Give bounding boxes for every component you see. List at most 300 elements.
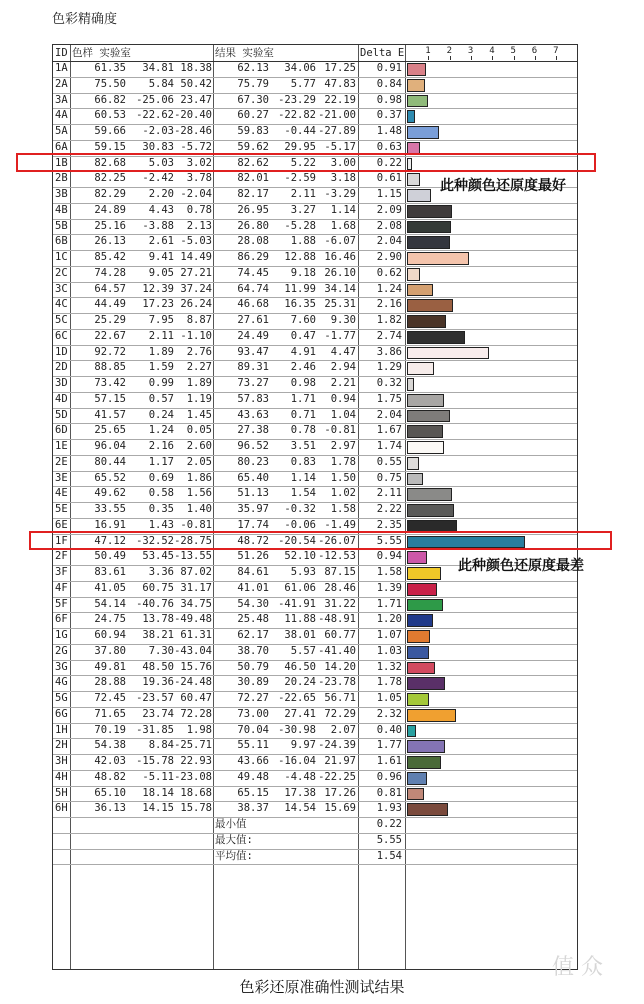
result-lab-value: 1.14 bbox=[330, 203, 356, 216]
sample-lab-value: 0.05 bbox=[186, 424, 212, 437]
result-lab-value: 82.01 bbox=[237, 172, 269, 185]
result-lab-value: 1.68 bbox=[330, 219, 356, 232]
sample-lab-value: -5.11 bbox=[142, 770, 174, 783]
delta-e-value: 1.58 bbox=[376, 566, 402, 578]
sample-lab-value: 15.76 bbox=[180, 660, 212, 673]
result-lab-value: 70.04 bbox=[237, 723, 269, 736]
sample-lab-value: 70.19 bbox=[94, 723, 126, 736]
result-lab-value: 26.95 bbox=[237, 203, 269, 216]
x-tick-mark bbox=[428, 56, 429, 60]
sample-lab-value: 3.36 bbox=[148, 566, 174, 578]
delta-e-value: 1.29 bbox=[376, 361, 402, 374]
row-id: 6C bbox=[55, 329, 68, 342]
result-lab-value: 3.27 bbox=[290, 203, 316, 216]
sample-lab-value: 36.13 bbox=[94, 802, 126, 815]
sample-lab-value: 33.55 bbox=[94, 503, 126, 515]
result-lab-value: 1.71 bbox=[290, 392, 316, 405]
sample-lab-value: 60.75 bbox=[142, 581, 174, 594]
result-lab-value: 17.74 bbox=[237, 518, 269, 531]
delta-e-bar bbox=[407, 268, 420, 281]
sample-lab-value: -24.48 bbox=[174, 676, 212, 689]
result-lab-value: 2.11 bbox=[290, 188, 316, 200]
sample-lab-value: -2.42 bbox=[142, 172, 174, 185]
result-lab-value: 41.01 bbox=[237, 581, 269, 594]
sample-lab-value: -15.78 bbox=[136, 755, 174, 767]
result-lab-value: 0.83 bbox=[290, 455, 316, 468]
delta-e-bar bbox=[407, 488, 452, 501]
sample-lab-value: 65.10 bbox=[94, 786, 126, 799]
sample-lab-value: 59.15 bbox=[94, 140, 126, 153]
figure-caption: 色彩还原准确性测试结果 bbox=[239, 978, 405, 996]
result-lab-value: 84.61 bbox=[237, 566, 269, 578]
result-lab-value: 74.45 bbox=[237, 266, 269, 279]
result-lab-value: 1.58 bbox=[330, 503, 356, 515]
sample-lab-value: 1.59 bbox=[148, 361, 174, 374]
result-lab-value: -22.65 bbox=[278, 692, 316, 704]
result-lab-value: 21.97 bbox=[324, 755, 356, 767]
row-id: 3B bbox=[55, 188, 68, 200]
delta-e-value: 2.74 bbox=[376, 329, 402, 342]
delta-e-bar bbox=[407, 457, 419, 470]
sample-lab-value: 18.68 bbox=[180, 786, 212, 799]
delta-e-bar bbox=[407, 299, 453, 312]
delta-e-bar bbox=[407, 693, 429, 706]
result-lab-value: 15.69 bbox=[324, 802, 356, 815]
result-lab-value: 50.79 bbox=[237, 660, 269, 673]
sample-lab-value: 1.56 bbox=[186, 487, 212, 500]
result-lab-value: 14.20 bbox=[324, 660, 356, 673]
result-lab-value: 46.68 bbox=[237, 298, 269, 311]
sample-lab-value: -0.81 bbox=[180, 518, 212, 531]
sample-lab-value: 75.50 bbox=[94, 77, 126, 90]
row-id: 6B bbox=[55, 235, 68, 248]
delta-e-value: 1.82 bbox=[376, 314, 402, 326]
result-lab-value: 12.88 bbox=[284, 251, 316, 263]
sample-lab-value: 17.23 bbox=[142, 298, 174, 311]
sample-lab-value: 61.31 bbox=[180, 629, 212, 641]
delta-e-value: 0.75 bbox=[376, 471, 402, 484]
row-id: 1H bbox=[55, 723, 68, 736]
delta-e-value: 1.74 bbox=[376, 440, 402, 452]
result-lab-value: 57.83 bbox=[237, 392, 269, 405]
delta-e-value: 2.09 bbox=[376, 203, 402, 216]
row-divider bbox=[53, 849, 577, 850]
result-lab-value: 5.22 bbox=[290, 156, 316, 169]
result-lab-value: 26.80 bbox=[237, 219, 269, 232]
delta-e-value: 0.84 bbox=[376, 77, 402, 90]
sample-lab-value: 82.68 bbox=[94, 156, 126, 169]
sample-lab-value: 26.24 bbox=[180, 298, 212, 311]
sample-lab-value: -43.04 bbox=[174, 644, 212, 657]
result-lab-value: -16.04 bbox=[278, 755, 316, 767]
x-tick-label: 5 bbox=[510, 46, 516, 56]
sample-lab-value: 66.82 bbox=[94, 93, 126, 106]
row-id: 1C bbox=[55, 251, 68, 263]
result-lab-value: -30.98 bbox=[278, 723, 316, 736]
row-id: 4B bbox=[55, 203, 68, 216]
sample-lab-value: 47.12 bbox=[94, 534, 126, 547]
sample-lab-value: 2.27 bbox=[186, 361, 212, 374]
row-id: 4C bbox=[55, 298, 68, 311]
result-lab-value: 38.01 bbox=[284, 629, 316, 641]
sample-lab-value: 71.65 bbox=[94, 707, 126, 720]
sample-lab-value: 24.89 bbox=[94, 203, 126, 216]
delta-e-bar bbox=[407, 473, 423, 486]
result-lab-value: 0.47 bbox=[290, 329, 316, 342]
result-lab-value: 62.13 bbox=[237, 62, 269, 74]
sample-lab-value: 41.05 bbox=[94, 581, 126, 594]
delta-e-value: 1.20 bbox=[376, 613, 402, 626]
sample-lab-value: 60.94 bbox=[94, 629, 126, 641]
row-id: 5A bbox=[55, 125, 68, 137]
x-tick-mark bbox=[535, 56, 536, 60]
row-id: 6D bbox=[55, 424, 68, 437]
col-header-delta-e: Delta E bbox=[360, 47, 405, 59]
sample-lab-value: 24.75 bbox=[94, 613, 126, 626]
sample-lab-value: 14.49 bbox=[180, 251, 212, 263]
result-lab-value: 17.26 bbox=[324, 786, 356, 799]
result-lab-value: 73.27 bbox=[237, 377, 269, 389]
result-lab-value: 56.71 bbox=[324, 692, 356, 704]
summary-value: 1.54 bbox=[376, 849, 402, 862]
result-lab-value: 2.94 bbox=[330, 361, 356, 374]
result-lab-value: 64.74 bbox=[237, 282, 269, 295]
delta-e-bar bbox=[407, 504, 454, 517]
delta-e-bar bbox=[407, 583, 437, 596]
sample-lab-value: 1.24 bbox=[148, 424, 174, 437]
result-lab-value: -20.54 bbox=[278, 534, 316, 547]
result-lab-value: 35.97 bbox=[237, 503, 269, 515]
result-lab-value: -0.06 bbox=[284, 518, 316, 531]
delta-e-bar bbox=[407, 252, 469, 265]
delta-e-bar bbox=[407, 126, 439, 139]
result-lab-value: 86.29 bbox=[237, 251, 269, 263]
sample-lab-value: 4.43 bbox=[148, 203, 174, 216]
sample-lab-value: 50.49 bbox=[94, 550, 126, 563]
sample-lab-value: 38.21 bbox=[142, 629, 174, 641]
result-lab-value: 62.17 bbox=[237, 629, 269, 641]
result-lab-value: 0.78 bbox=[290, 424, 316, 437]
delta-e-bar bbox=[407, 173, 420, 186]
result-lab-value: 80.23 bbox=[237, 455, 269, 468]
sample-lab-value: 2.13 bbox=[186, 219, 212, 232]
summary-label: 最小值 bbox=[215, 818, 247, 830]
result-lab-value: 27.41 bbox=[284, 707, 316, 720]
row-id: 3F bbox=[55, 566, 68, 578]
x-tick-mark bbox=[471, 56, 472, 60]
summary-label: 最大值: bbox=[215, 833, 253, 846]
sample-lab-value: 82.25 bbox=[94, 172, 126, 185]
sample-lab-value: 1.17 bbox=[148, 455, 174, 468]
col-header-id: ID bbox=[55, 47, 68, 59]
result-lab-value: 1.14 bbox=[290, 471, 316, 484]
sample-lab-value: 37.80 bbox=[94, 644, 126, 657]
sample-lab-value: 3.02 bbox=[186, 156, 212, 169]
highlight-best-row bbox=[16, 153, 596, 173]
row-id: 2F bbox=[55, 550, 68, 563]
result-lab-value: -0.44 bbox=[284, 125, 316, 137]
sample-lab-value: 7.30 bbox=[148, 644, 174, 657]
result-lab-value: 82.62 bbox=[237, 156, 269, 169]
sample-lab-value: 16.91 bbox=[94, 518, 126, 531]
sample-lab-value: 9.41 bbox=[148, 251, 174, 263]
sample-lab-value: 53.45 bbox=[142, 550, 174, 563]
delta-e-value: 1.15 bbox=[376, 188, 402, 200]
delta-e-bar bbox=[407, 95, 428, 108]
row-id: 6F bbox=[55, 613, 68, 626]
result-lab-value: 14.54 bbox=[284, 802, 316, 815]
delta-e-bar bbox=[407, 646, 429, 659]
row-id: 5F bbox=[55, 597, 68, 610]
sample-lab-value: 23.47 bbox=[180, 93, 212, 106]
sample-lab-value: 27.21 bbox=[180, 266, 212, 279]
result-lab-value: 65.15 bbox=[237, 786, 269, 799]
delta-e-value: 2.11 bbox=[376, 487, 402, 500]
row-id: 1B bbox=[55, 156, 68, 169]
result-lab-value: 75.79 bbox=[237, 77, 269, 90]
sample-lab-value: 64.57 bbox=[94, 282, 126, 295]
delta-e-bar bbox=[407, 378, 414, 391]
result-lab-value: -5.28 bbox=[284, 219, 316, 232]
result-lab-value: 34.14 bbox=[324, 282, 356, 295]
delta-e-value: 1.07 bbox=[376, 629, 402, 641]
row-id: 4E bbox=[55, 487, 68, 500]
result-lab-value: -5.17 bbox=[324, 140, 356, 153]
x-tick-mark bbox=[492, 56, 493, 60]
sample-lab-value: 1.45 bbox=[186, 408, 212, 421]
row-id: 6H bbox=[55, 802, 68, 815]
result-lab-value: 72.27 bbox=[237, 692, 269, 704]
row-id: 4F bbox=[55, 581, 68, 594]
sample-lab-value: -13.55 bbox=[174, 550, 212, 563]
sample-lab-value: -25.06 bbox=[136, 93, 174, 106]
sample-lab-value: 44.49 bbox=[94, 298, 126, 311]
sample-lab-value: -23.08 bbox=[174, 770, 212, 783]
sample-lab-value: 1.43 bbox=[148, 518, 174, 531]
sample-lab-value: 0.99 bbox=[148, 377, 174, 389]
delta-e-value: 2.04 bbox=[376, 235, 402, 248]
row-id: 5E bbox=[55, 503, 68, 515]
row-id: 2C bbox=[55, 266, 68, 279]
sample-lab-value: 50.42 bbox=[180, 77, 212, 90]
sample-lab-value: -20.40 bbox=[174, 109, 212, 122]
result-lab-value: 59.83 bbox=[237, 125, 269, 137]
result-lab-value: -27.89 bbox=[318, 125, 356, 137]
delta-e-bar bbox=[407, 362, 434, 375]
sample-lab-value: 65.52 bbox=[94, 471, 126, 484]
delta-e-bar bbox=[407, 788, 424, 801]
sample-lab-value: -28.46 bbox=[174, 125, 212, 137]
result-lab-value: -2.59 bbox=[284, 172, 316, 185]
delta-e-bar bbox=[407, 803, 448, 816]
row-divider bbox=[53, 864, 577, 865]
sample-lab-value: 59.66 bbox=[94, 125, 126, 137]
result-lab-value: 61.06 bbox=[284, 581, 316, 594]
sample-lab-value: 2.76 bbox=[186, 345, 212, 358]
sample-lab-value: 80.44 bbox=[94, 455, 126, 468]
result-lab-value: 2.46 bbox=[290, 361, 316, 374]
result-lab-value: 20.24 bbox=[284, 676, 316, 689]
result-lab-value: -21.00 bbox=[318, 109, 356, 122]
sample-lab-value: 60.53 bbox=[94, 109, 126, 122]
delta-e-value: 0.40 bbox=[376, 723, 402, 736]
x-tick-label: 1 bbox=[425, 46, 431, 56]
sample-lab-value: 15.78 bbox=[180, 802, 212, 815]
sample-lab-value: 1.40 bbox=[186, 503, 212, 515]
sample-lab-value: -5.03 bbox=[180, 235, 212, 248]
result-lab-value: 89.31 bbox=[237, 361, 269, 374]
row-id: 3A bbox=[55, 93, 68, 106]
result-lab-value: 60.27 bbox=[237, 109, 269, 122]
sample-lab-value: 88.85 bbox=[94, 361, 126, 374]
sample-lab-value: 0.69 bbox=[148, 471, 174, 484]
sample-lab-value: 1.98 bbox=[186, 723, 212, 736]
sample-lab-value: 2.16 bbox=[148, 440, 174, 452]
result-lab-value: 7.60 bbox=[290, 314, 316, 326]
delta-e-value: 0.91 bbox=[376, 62, 402, 74]
result-lab-value: 51.26 bbox=[237, 550, 269, 563]
delta-e-bar bbox=[407, 551, 427, 564]
result-lab-value: 31.22 bbox=[324, 597, 356, 610]
sample-lab-value: 30.83 bbox=[142, 140, 174, 153]
sample-lab-value: -5.72 bbox=[180, 140, 212, 153]
result-lab-value: -12.53 bbox=[318, 550, 356, 563]
result-lab-value: -24.39 bbox=[318, 739, 356, 752]
sample-lab-value: 0.58 bbox=[148, 487, 174, 500]
sample-lab-value: 18.38 bbox=[180, 62, 212, 74]
delta-e-bar bbox=[407, 614, 433, 627]
delta-e-bar bbox=[407, 79, 425, 92]
delta-e-bar bbox=[407, 110, 415, 123]
result-lab-value: 5.57 bbox=[290, 644, 316, 657]
delta-e-value: 0.98 bbox=[376, 93, 402, 106]
result-lab-value: 22.19 bbox=[324, 93, 356, 106]
sample-lab-value: -25.71 bbox=[174, 739, 212, 752]
result-lab-value: -6.07 bbox=[324, 235, 356, 248]
result-lab-value: 3.18 bbox=[330, 172, 356, 185]
result-lab-value: -4.48 bbox=[284, 770, 316, 783]
sample-lab-value: 87.02 bbox=[180, 566, 212, 578]
delta-e-value: 0.55 bbox=[376, 455, 402, 468]
row-divider bbox=[53, 833, 577, 834]
delta-e-bar bbox=[407, 772, 427, 785]
delta-e-value: 0.96 bbox=[376, 770, 402, 783]
sample-lab-value: -32.52 bbox=[136, 534, 174, 547]
result-lab-value: 82.17 bbox=[237, 188, 269, 200]
row-id: 1A bbox=[55, 62, 68, 74]
sample-lab-value: -1.10 bbox=[180, 329, 212, 342]
result-lab-value: 24.49 bbox=[237, 329, 269, 342]
x-tick-label: 2 bbox=[446, 46, 453, 56]
delta-e-value: 2.08 bbox=[376, 219, 402, 232]
result-lab-value: 93.47 bbox=[237, 345, 269, 358]
result-lab-value: 49.48 bbox=[237, 770, 269, 783]
x-tick-mark bbox=[514, 56, 515, 60]
result-lab-value: -41.40 bbox=[318, 644, 356, 657]
sample-lab-value: 2.05 bbox=[186, 455, 212, 468]
sample-lab-value: 28.88 bbox=[94, 676, 126, 689]
delta-e-value: 1.93 bbox=[376, 802, 402, 815]
result-lab-value: 0.94 bbox=[330, 392, 356, 405]
sample-lab-value: 54.14 bbox=[94, 597, 126, 610]
delta-e-value: 0.94 bbox=[376, 550, 402, 563]
sample-lab-value: 26.13 bbox=[94, 235, 126, 248]
row-id: 5B bbox=[55, 219, 68, 232]
result-lab-value: -3.29 bbox=[324, 188, 356, 200]
page-title: 色彩精确度 bbox=[52, 12, 118, 27]
annotation-worst: 此种颜色还原度最差 bbox=[458, 557, 584, 574]
result-lab-value: 0.98 bbox=[290, 377, 316, 389]
row-id: 1F bbox=[55, 534, 68, 547]
delta-e-bar bbox=[407, 725, 416, 738]
sample-lab-value: 41.57 bbox=[94, 408, 126, 421]
x-tick-label: 7 bbox=[553, 46, 559, 56]
row-id: 5D bbox=[55, 408, 68, 421]
sample-lab-value: 54.38 bbox=[94, 739, 126, 752]
delta-e-bar bbox=[407, 630, 430, 643]
result-lab-value: -22.25 bbox=[318, 770, 356, 783]
delta-e-value: 2.32 bbox=[376, 707, 402, 720]
result-lab-value: 27.61 bbox=[237, 314, 269, 326]
result-lab-value: -41.91 bbox=[278, 597, 316, 610]
result-lab-value: 2.97 bbox=[330, 440, 356, 452]
result-lab-value: 51.13 bbox=[237, 487, 269, 500]
row-id: 1G bbox=[55, 629, 68, 641]
result-lab-value: -1.77 bbox=[324, 329, 356, 342]
result-lab-value: 47.83 bbox=[324, 77, 356, 90]
result-lab-value: -0.32 bbox=[284, 503, 316, 515]
sample-lab-value: 73.42 bbox=[94, 377, 126, 389]
result-lab-value: 3.51 bbox=[290, 440, 316, 452]
sample-lab-value: 42.03 bbox=[94, 755, 126, 767]
sample-lab-value: -3.88 bbox=[142, 219, 174, 232]
delta-e-value: 1.61 bbox=[376, 755, 402, 767]
delta-e-value: 1.48 bbox=[376, 125, 402, 137]
delta-e-value: 0.32 bbox=[376, 377, 402, 389]
delta-e-bar bbox=[407, 709, 456, 722]
delta-e-value: 2.35 bbox=[376, 518, 402, 531]
delta-e-bar bbox=[407, 331, 465, 344]
row-id: 6A bbox=[55, 140, 68, 153]
result-lab-value: 2.07 bbox=[330, 723, 356, 736]
sample-lab-value: 48.50 bbox=[142, 660, 174, 673]
delta-e-bar bbox=[407, 221, 451, 234]
delta-e-bar bbox=[407, 756, 441, 769]
result-lab-value: 67.30 bbox=[237, 93, 269, 106]
delta-e-value: 0.61 bbox=[376, 172, 402, 185]
result-lab-value: -1.49 bbox=[324, 518, 356, 531]
result-lab-value: 1.78 bbox=[330, 455, 356, 468]
result-lab-value: 4.91 bbox=[290, 345, 316, 358]
delta-e-value: 0.81 bbox=[376, 786, 402, 799]
result-lab-value: -48.91 bbox=[318, 613, 356, 626]
sample-lab-value: 8.84 bbox=[148, 739, 174, 752]
sample-lab-value: -49.48 bbox=[174, 613, 212, 626]
sample-lab-value: 8.87 bbox=[186, 314, 212, 326]
result-lab-value: 46.50 bbox=[284, 660, 316, 673]
sample-lab-value: -2.03 bbox=[142, 125, 174, 137]
result-lab-value: 38.70 bbox=[237, 644, 269, 657]
row-id: 2H bbox=[55, 739, 68, 752]
sample-lab-value: 22.67 bbox=[94, 329, 126, 342]
delta-e-bar bbox=[407, 189, 431, 202]
x-tick-label: 4 bbox=[489, 46, 495, 56]
sample-lab-value: 31.17 bbox=[180, 581, 212, 594]
summary-label: 平均值: bbox=[215, 849, 253, 862]
delta-e-value: 2.90 bbox=[376, 251, 402, 263]
delta-e-bar bbox=[407, 205, 452, 218]
result-lab-value: 9.97 bbox=[290, 739, 316, 752]
